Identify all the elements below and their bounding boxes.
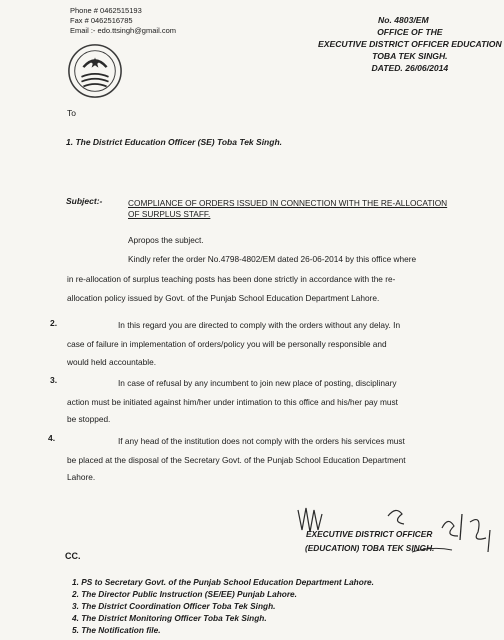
para-3-line-2: action must be initiated against him/her under intimation to this office and his/her pay must (67, 397, 398, 407)
subject-line-1: COMPLIANCE OF ORDERS ISSUED IN CONNECTION WITH THE RE-ALLOCATION (128, 198, 448, 208)
para-2-line-2: case of failure in implementation of orders/policy you will be personally responsible and (67, 339, 387, 349)
apropos-line: Apropos the subject. (128, 235, 204, 245)
cc-item-3: 3. The District Coordination Officer Toba Tek Singh. (72, 601, 276, 611)
cc-item-1: 1. PS to Secretary Govt. of the Punjab School Education Department Lahore. (72, 577, 374, 587)
subject-label: Subject:- (66, 196, 103, 206)
para-2-line-3: would held accountable. (67, 357, 157, 367)
phone-number: Phone # 0462515193 (70, 6, 142, 15)
para-4-number: 4. (48, 433, 56, 443)
para-4-line-3: Lahore. (67, 472, 96, 482)
para-1-line-1: Kindly refer the order No.4798-4802/EM dated 26-06-2014 by this office where (128, 254, 417, 264)
cc-item-4: 4. The District Monitoring Officer Toba Tek Singh. (72, 613, 267, 623)
cc-item-2: 2. The Director Public Instruction (SE/EE) Punjab Lahore. (72, 589, 297, 599)
office-line-2: EXECUTIVE DISTRICT OFFICER EDUCATION (318, 39, 502, 49)
office-line-1: OFFICE OF THE (377, 27, 443, 37)
government-emblem-icon (66, 42, 124, 100)
para-2-number: 2. (50, 318, 58, 328)
email-address: Email :- edo.ttsingh@gmail.com (70, 26, 176, 35)
office-line-3: TOBA TEK SINGH. (372, 51, 448, 61)
recipient-address: 1. The District Education Officer (SE) Toba Tek Singh. (66, 137, 282, 147)
contact-block (70, 6, 176, 36)
signature-title-line-2: (EDUCATION) TOBA TEK SINGH. (305, 543, 435, 553)
para-4-line-1: If any head of the institution does not comply with the orders his services must (118, 436, 405, 446)
para-3-line-1: In case of refusal by any incumbent to join new place of posting, disciplinary (118, 378, 397, 388)
para-3-line-3: be stopped. (67, 414, 111, 424)
subject-line-2: OF SURPLUS STAFF. (128, 209, 211, 219)
para-1-line-2: in re-allocation of surplus teaching posts has been done strictly in accordance with the re- (67, 274, 396, 284)
letter-date: DATED. 26/06/2014 (371, 63, 449, 73)
cc-item-5: 5. The Notification file. (72, 625, 161, 635)
to-label: To (67, 108, 76, 118)
letter-number: No. 4803/EM (378, 15, 429, 25)
para-3-number: 3. (50, 375, 58, 385)
fax-number: Fax # 0462516785 (70, 16, 133, 25)
office-block (318, 14, 502, 74)
para-1-line-3: allocation policy issued by Govt. of the Punjab School Education Department Lahore. (67, 293, 380, 303)
cc-label: CC. (65, 551, 81, 561)
para-4-line-2: be placed at the disposal of the Secretary Govt. of the Punjab School Education Department (67, 455, 406, 465)
para-2-line-1: In this regard you are directed to comply with the orders without any delay. In (118, 320, 401, 330)
signature-title-line-1: EXECUTIVE DISTRICT OFFICER (306, 529, 433, 539)
